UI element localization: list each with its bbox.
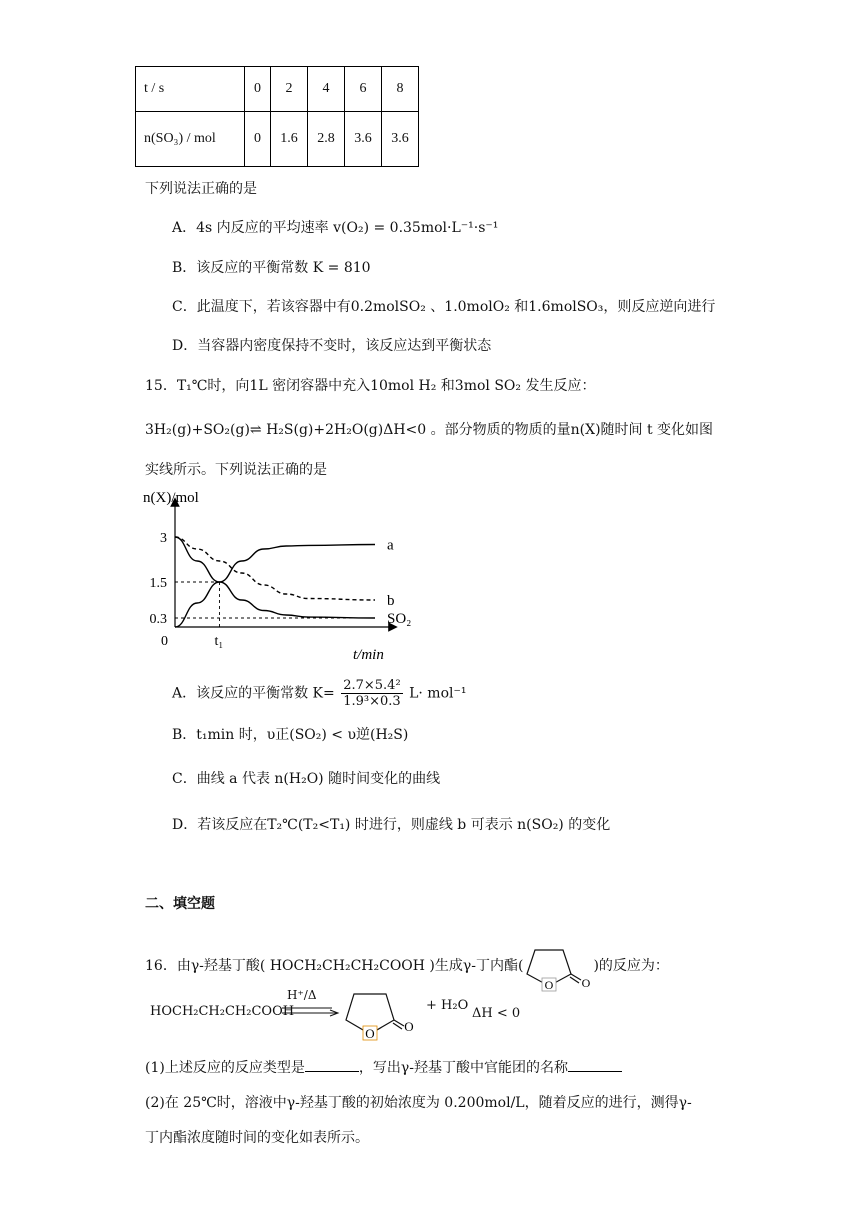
option-a: A．4s 内反应的平均速率 v(O₂) = 0.35mol·L⁻¹·s⁻¹ [172, 220, 499, 236]
table-cell: 1.6 [271, 112, 308, 167]
table-cell: 0 [245, 112, 271, 167]
fraction [341, 678, 402, 709]
series-label: a [387, 537, 394, 554]
reactant-formula: HOCH₂CH₂CH₂COOH [150, 1004, 295, 1019]
y-axis-label: n(X)/mol [143, 490, 199, 506]
equilibrium-arrow-icon [280, 1004, 340, 1018]
origin-label: 0 [161, 634, 168, 649]
sub-question-1 [145, 1057, 622, 1077]
sub-question-2-cont: 丁内酯浓度随时间的变化如表所示。 [145, 1130, 369, 1146]
y-tick-label: 0.3 [149, 612, 167, 627]
question-stem: 下列说法正确的是 [145, 181, 257, 197]
table-cell: 8 [382, 67, 419, 112]
series-line [175, 537, 375, 600]
section-title: 二、填空题 [145, 896, 215, 912]
table-cell: 4 [308, 67, 345, 112]
carbonyl-oxygen-label: O [582, 976, 591, 990]
series-label: SO₂ [387, 611, 412, 627]
option-a-prefix: A．该反应的平衡常数 K= [172, 685, 335, 702]
sub-question-2: (2)在 25℃时，溶液中γ-羟基丁酸的初始浓度为 0.200mol/L，随着反应的进行，测得γ- [145, 1095, 692, 1111]
water-product: + H₂O [426, 998, 469, 1013]
series-line [175, 545, 375, 628]
table-cell: n(SO₃) / mol [136, 112, 245, 167]
catalyst-label: H⁺/Δ [287, 988, 317, 1002]
question-stem-end: )的反应为： [593, 958, 669, 974]
option-d: D．当容器内密度保持不变时，该反应达到平衡状态 [172, 338, 492, 354]
x-axis-label: t/min [353, 647, 384, 663]
y-tick-label: 1.5 [149, 576, 167, 591]
table-cell: 2 [271, 67, 308, 112]
table-cell: 0 [245, 67, 271, 112]
unit-label: L· mol⁻¹ [409, 685, 467, 702]
table-cell: 3.6 [345, 112, 382, 167]
ring-oxygen-label: O [365, 1026, 375, 1041]
line-chart [140, 482, 412, 664]
sub-question-text: (1)上述反应的反应类型是 [145, 1060, 305, 1076]
reaction-equation [150, 986, 570, 1042]
x-tick-label: t₁ [214, 634, 224, 649]
data-table-so3 [135, 66, 419, 167]
option-a [172, 678, 467, 709]
option-c: C．曲线 a 代表 n(H₂O) 随时间变化的曲线 [172, 771, 441, 787]
question-stem [145, 940, 669, 990]
question-stem-text: 16．由γ-羟基丁酸( HOCH₂CH₂CH₂COOH )生成γ-丁内酯( [145, 958, 524, 974]
question-stem: 实线所示。下列说法正确的是 [145, 462, 327, 478]
table-row [136, 67, 419, 112]
question-stem: 3H₂(g)+SO₂(g)⇌ H₂S(g)+2H₂O(g)ΔH<0 。部分物质的物质的量n(X)随时间 t 变化如图 [145, 422, 714, 438]
answer-blank[interactable] [305, 1059, 359, 1072]
fraction-denominator: 1.9³×0.3 [343, 694, 401, 709]
question-stem: 15．T₁℃时，向1L 密闭容器中充入10mol H₂ 和3mol SO₂ 发生反应： [145, 378, 596, 394]
table-row [136, 112, 419, 167]
enthalpy-label: ΔH < 0 [472, 1006, 521, 1021]
answer-blank[interactable] [568, 1059, 622, 1072]
lactone-product-icon [342, 986, 424, 1042]
option-b: B．该反应的平衡常数 K = 810 [172, 260, 371, 276]
series-line [175, 537, 375, 618]
option-d: D．若该反应在T₂℃(T₂<T₁) 时进行，则虚线 b 可表示 n(SO₂) 的变化 [172, 817, 611, 833]
lactone-structure-icon [525, 940, 591, 990]
option-c: C．此温度下，若该容器中有0.2molSO₂ 、1.0molO₂ 和1.6molSO₃，则反应逆向进行 [172, 299, 716, 315]
table-cell: 2.8 [308, 112, 345, 167]
fraction-numerator: 2.7×5.4² [343, 678, 401, 693]
carbonyl-oxygen-label: O [404, 1019, 414, 1034]
table-cell: t / s [136, 67, 245, 112]
sub-question-text: ，写出γ-羟基丁酸中官能团的名称 [358, 1060, 568, 1076]
table-cell: 6 [345, 67, 382, 112]
ring-oxygen-label: O [545, 978, 554, 992]
series-label: b [387, 593, 395, 609]
table-cell: 3.6 [382, 112, 419, 167]
option-b: B．t₁min 时，υ正(SO₂) < υ逆(H₂S) [172, 727, 409, 743]
y-tick-label: 3 [160, 531, 167, 546]
